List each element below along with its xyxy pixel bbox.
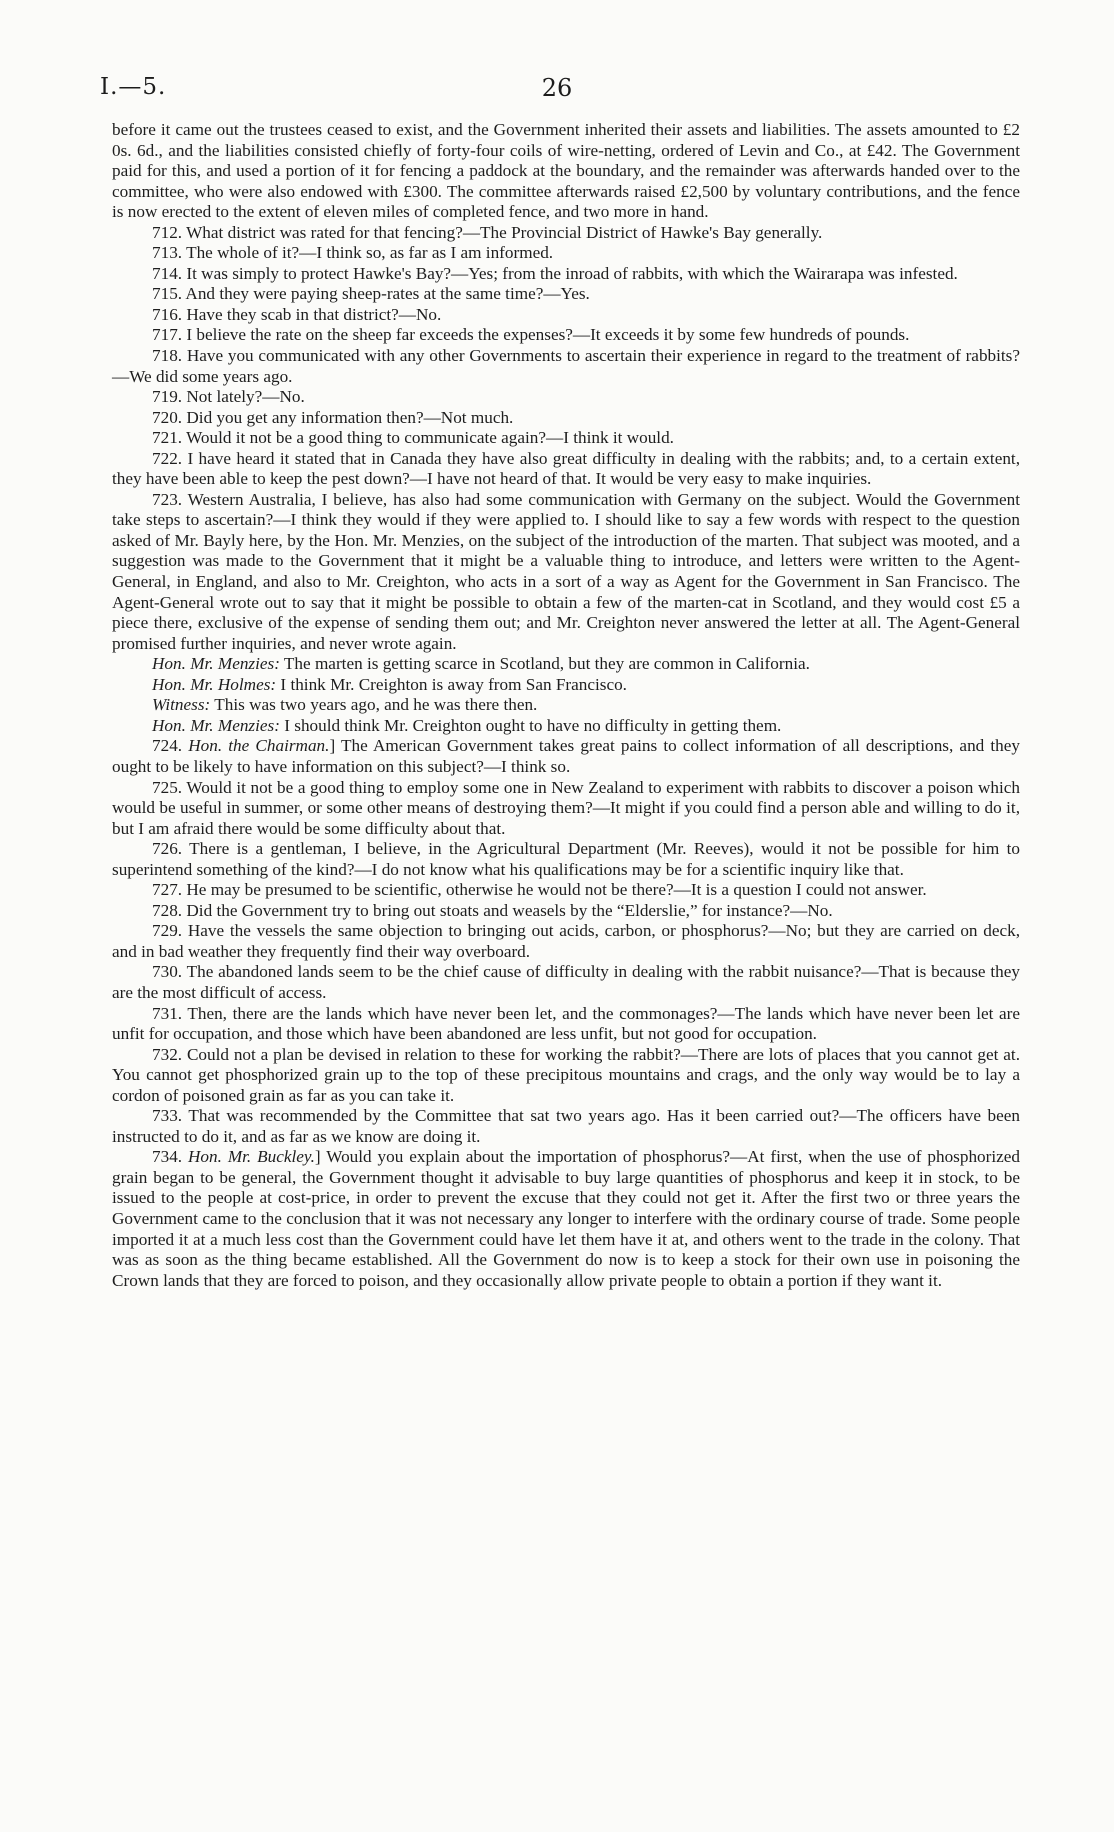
speaker-name: Hon. the Chairman. xyxy=(188,736,330,756)
paragraph: 721. Would it not be a good thing to communicate again?—I think it would. xyxy=(152,428,674,448)
paragraph: 713. The whole of it?—I think so, as far as I am informed. xyxy=(152,243,554,263)
paragraph: 731. Then, there are the lands which have never been let, and the commonages?—The lands which have never been let are unfit for occupation, and those which have been abandoned are less unfit, but not good for occupation. xyxy=(112,1003,1020,1044)
paragraph: 712. What district was rated for that fencing?—The Provincial District of Hawke's Bay generally. xyxy=(152,222,823,242)
speaker-paragraph: Hon. Mr. Holmes: I think Mr. Creighton is away from San Francisco. xyxy=(152,674,627,694)
speaker-paragraph: Witness: This was two years ago, and he was there then. xyxy=(152,695,538,715)
paragraph: 730. The abandoned lands seem to be the chief cause of difficulty in dealing with the rabbit nuisance?—That is because they are the most difficult of access. xyxy=(112,962,1020,1002)
paragraph: 726. There is a gentleman, I believe, in the Agricultural Department (Mr. Reeves), would it not be possible for him to superintend something of the kind?—I do not know what his qualifications may be for a scientific inquiry like that. xyxy=(112,839,1020,879)
page-number: 26 xyxy=(541,74,573,102)
paragraph: 733. That was recommended by the Committee that sat two years ago. Has it been carried out?—The officers have been instructed to do it, and as far as we know are doing it. xyxy=(112,1106,1020,1146)
paragraph: 715. And they were paying sheep-rates at the same time?—Yes. xyxy=(152,284,590,304)
paragraph: 714. It was simply to protect Hawke's Bay?—Yes; from the inroad of rabbits, with which the Wairarapa was infested. xyxy=(152,263,958,283)
paragraph: 729. Have the vessels the same objection to bringing out acids, carbon, or phosphorus?—No; but they are carried on deck, and in bad weather they frequently find their way overboard. xyxy=(112,921,1020,961)
speaker-paragraph: Hon. Mr. Menzies: I should think Mr. Creighton ought to have no difficulty in getting them. xyxy=(152,715,782,735)
paragraph: 728. Did the Government try to bring out stoats and weasels by the “Elderslie,” for instance?—No. xyxy=(152,900,833,920)
speaker-name: Hon. Mr. Holmes: xyxy=(152,674,277,694)
paragraph: 716. Have they scab in that district?—No. xyxy=(152,304,442,324)
paragraph: 732. Could not a plan be devised in relation to these for working the rabbit?—There are lots of places that you cannot get at. You cannot get phosphorized grain up to the top of these precipitous mountains and crags, and the only way would be to lay a cordon of poisoned grain as far as you can take it. xyxy=(112,1044,1020,1105)
paragraph: 717. I believe the rate on the sheep far exceeds the expenses?—It exceeds it by some few hundreds of pounds. xyxy=(152,325,910,345)
paragraph: before it came out the trustees ceased to exist, and the Government inherited their assets and liabilities. The assets amounted to £2 0s. 6d., and the liabilities consisted chiefly of forty-four coils of wire-netting, ordered of Levin and Co., at £42. The Government paid for this, and used a portion of it for fencing a paddock at the boundary, and the remainder was afterwards handed over to the committee, who were also endowed with £300. The committee afterwards raised £2,500 by voluntary contributions, and the fence is now erected to the extent of eleven miles of completed fence, and two more in hand. xyxy=(112,120,1020,222)
speaker-name: Witness: xyxy=(152,695,211,715)
paragraph: 734. Hon. Mr. Buckley.] Would you explain about the importation of phosphorus?—At first, when the use of phosphorized grain began to be general, the Government thought it advisable to buy large quantities of phosphorus and keep it in stock, to be issued to the people at cost-price, in order to prevent the excuse that they could not get it. After the first two or three years the Government came to the conclusion that it was not necessary any longer to interfere with the ordinary course of trade. Some people imported it at a much less cost than the Government could have let them have it at, and others went to the trade in the colony. That was as soon as the thing became established. All the Government do now is to keep a stock for their own use in poisoning the Crown lands that they are forced to poison, and they occasionally allow private people to obtain a portion if they want it. xyxy=(112,1147,1021,1290)
paragraph: 722. I have heard it stated that in Canada they have also great difficulty in dealing with the rabbits; and, to a certain extent, they have been able to keep the pest down?—I have not heard of that. It would be very easy to make inquiries. xyxy=(112,448,1020,489)
speaker-paragraph: Hon. Mr. Menzies: The marten is getting scarce in Scotland, but they are common in California. xyxy=(152,654,810,674)
speaker-name: Hon. Mr. Menzies: xyxy=(152,654,280,674)
document-code: I.—5. xyxy=(100,74,167,100)
speaker-name: Hon. Mr. Buckley. xyxy=(188,1147,315,1167)
paragraph: 718. Have you communicated with any other Governments to ascertain their experience in regard to the treatment of rabbits?—We did some years ago. xyxy=(112,346,1020,386)
body-text xyxy=(112,120,1020,1291)
page-header xyxy=(100,74,1014,110)
paragraph: 725. Would it not be a good thing to employ some one in New Zealand to experiment with rabbits to discover a poison which would be useful in summer, or some other means of destroying them?—It might if you could find a person able and willing to do it, but I am afraid there would be some difficulty about that. xyxy=(112,777,1020,838)
paragraph: 727. He may be presumed to be scientific, otherwise he would not be there?—It is a question I could not answer. xyxy=(152,880,927,900)
paragraph: 719. Not lately?—No. xyxy=(152,387,305,407)
paragraph: 724. Hon. the Chairman.] The American Government takes great pains to collect information of all descriptions, and they ought to be likely to have information on this subject?—I think so. xyxy=(112,736,1020,776)
paragraph: 723. Western Australia, I believe, has also had some communication with Germany on the subject. Would the Government take steps to ascertain?—I think they would if they were applied to. I should like to say a few words with respect to the question asked of Mr. Bayly here, by the Hon. Mr. Menzies, on the subject of the introduction of the marten. That subject was mooted, and a suggestion was made to the Government that it might be a valuable thing to introduce, and letters were written to the Agent-General, in England, and also to Mr. Creighton, who acts in a sort of a way as Agent for the Government in San Francisco. The Agent-General wrote out to say that it might be possible to obtain a few of the marten-cat in Scotland, and they would cost £5 a piece there, exclusive of the expense of sending them out; and Mr. Creighton never answered the letter at all. The Agent-General promised further inquiries, and never wrote again. xyxy=(112,489,1020,653)
paragraph: 720. Did you get any information then?—Not much. xyxy=(152,407,514,427)
speaker-name: Hon. Mr. Menzies: xyxy=(152,715,280,735)
